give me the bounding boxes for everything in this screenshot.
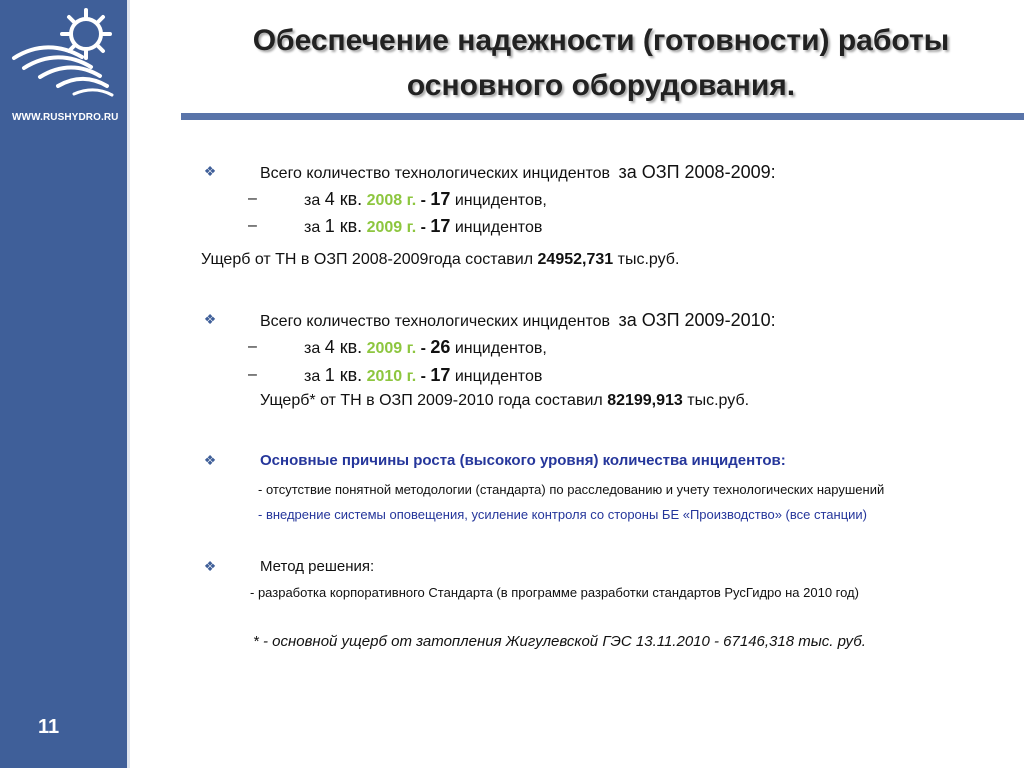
damage-value: 82199,913 xyxy=(607,392,683,409)
title-line-2: основного оборудования. xyxy=(406,69,796,102)
row-separator: - xyxy=(420,368,426,385)
row-suffix: инцидентов xyxy=(454,219,543,236)
section-1-row-1 xyxy=(304,188,547,212)
damage-footnote: * - основной ущерб от затопления Жигулевской ГЭС 13.11.2010 - 67146,318 тыс. руб. xyxy=(253,633,866,650)
damage-value: 24952,731 xyxy=(537,251,614,268)
page-title xyxy=(190,18,1012,108)
row-suffix: инцидентов, xyxy=(454,192,547,209)
section-2-intro-text: Всего количество технологических инцидентов xyxy=(260,313,610,330)
page-number: 11 xyxy=(38,716,60,738)
section-1-intro-text: Всего количество технологических инцидентов xyxy=(260,165,610,182)
row-separator: - xyxy=(420,219,426,236)
dash-icon: – xyxy=(248,190,257,207)
section-4-heading: Метод решения: xyxy=(260,558,375,575)
rushydro-logo-icon xyxy=(6,6,124,106)
row-quarter: 1 кв. xyxy=(324,216,363,236)
diamond-bullet-icon: ❖ xyxy=(203,163,217,179)
damage-prefix: Ущерб от ТН в ОЗП 2008-2009года составил xyxy=(201,251,534,268)
section-3-item-1: - отсутствие понятной методологии (стандарта) по расследованию и учету технологических нарушений xyxy=(258,482,885,497)
section-2-period: за ОЗП 2009-2010: xyxy=(618,310,776,330)
damage-suffix: тыс.руб. xyxy=(617,251,680,268)
title-rule xyxy=(181,113,1024,120)
row-separator: - xyxy=(420,340,426,357)
sidebar-divider xyxy=(127,0,130,768)
row-prefix: за xyxy=(304,340,321,357)
dash-icon: – xyxy=(248,338,257,355)
section-2-damage xyxy=(260,390,749,412)
row-prefix: за xyxy=(304,219,321,236)
diamond-bullet-icon: ❖ xyxy=(203,452,217,468)
row-count: 17 xyxy=(430,189,451,209)
diamond-bullet-icon: ❖ xyxy=(203,311,217,327)
section-2-intro xyxy=(260,309,776,333)
section-3-heading: Основные причины роста (высокого уровня) количества инцидентов: xyxy=(260,452,786,469)
section-1-period: за ОЗП 2008-2009: xyxy=(618,162,776,182)
website-url: WWW.RUSHYDRO.RU xyxy=(12,112,119,123)
row-quarter: 4 кв. xyxy=(324,337,363,357)
section-1-damage xyxy=(201,249,679,271)
row-separator: - xyxy=(420,192,426,209)
brand-sidebar xyxy=(0,0,127,768)
row-year: 2009 г. xyxy=(366,340,417,357)
section-1-row-2 xyxy=(304,215,542,239)
dash-icon: – xyxy=(248,366,257,383)
section-1-intro xyxy=(260,161,776,185)
row-suffix: инцидентов xyxy=(454,368,543,385)
section-2-row-2 xyxy=(304,364,542,388)
row-count: 17 xyxy=(430,216,451,236)
row-count: 26 xyxy=(430,337,451,357)
row-year: 2010 г. xyxy=(366,368,417,385)
damage-suffix: тыс.руб. xyxy=(687,392,750,409)
row-prefix: за xyxy=(304,192,321,209)
row-year: 2009 г. xyxy=(366,219,417,236)
row-count: 17 xyxy=(430,365,451,385)
section-2-row-1 xyxy=(304,336,547,360)
row-quarter: 4 кв. xyxy=(324,189,363,209)
row-year: 2008 г. xyxy=(366,192,417,209)
row-prefix: за xyxy=(304,368,321,385)
title-line-1: Обеспечение надежности (готовности) работы xyxy=(252,24,950,57)
dash-icon: – xyxy=(248,217,257,234)
damage-prefix: Ущерб* от ТН в ОЗП 2009-2010 года составил xyxy=(260,392,603,409)
section-3-item-2: - внедрение системы оповещения, усиление контроля со стороны БЕ «Производство» (все станции) xyxy=(258,507,868,522)
diamond-bullet-icon: ❖ xyxy=(203,558,217,574)
row-suffix: инцидентов, xyxy=(454,340,547,357)
section-4-item-1: - разработка корпоративного Стандарта (в программе разработки стандартов РусГидро на 2010 год) xyxy=(250,585,859,600)
row-quarter: 1 кв. xyxy=(324,365,363,385)
